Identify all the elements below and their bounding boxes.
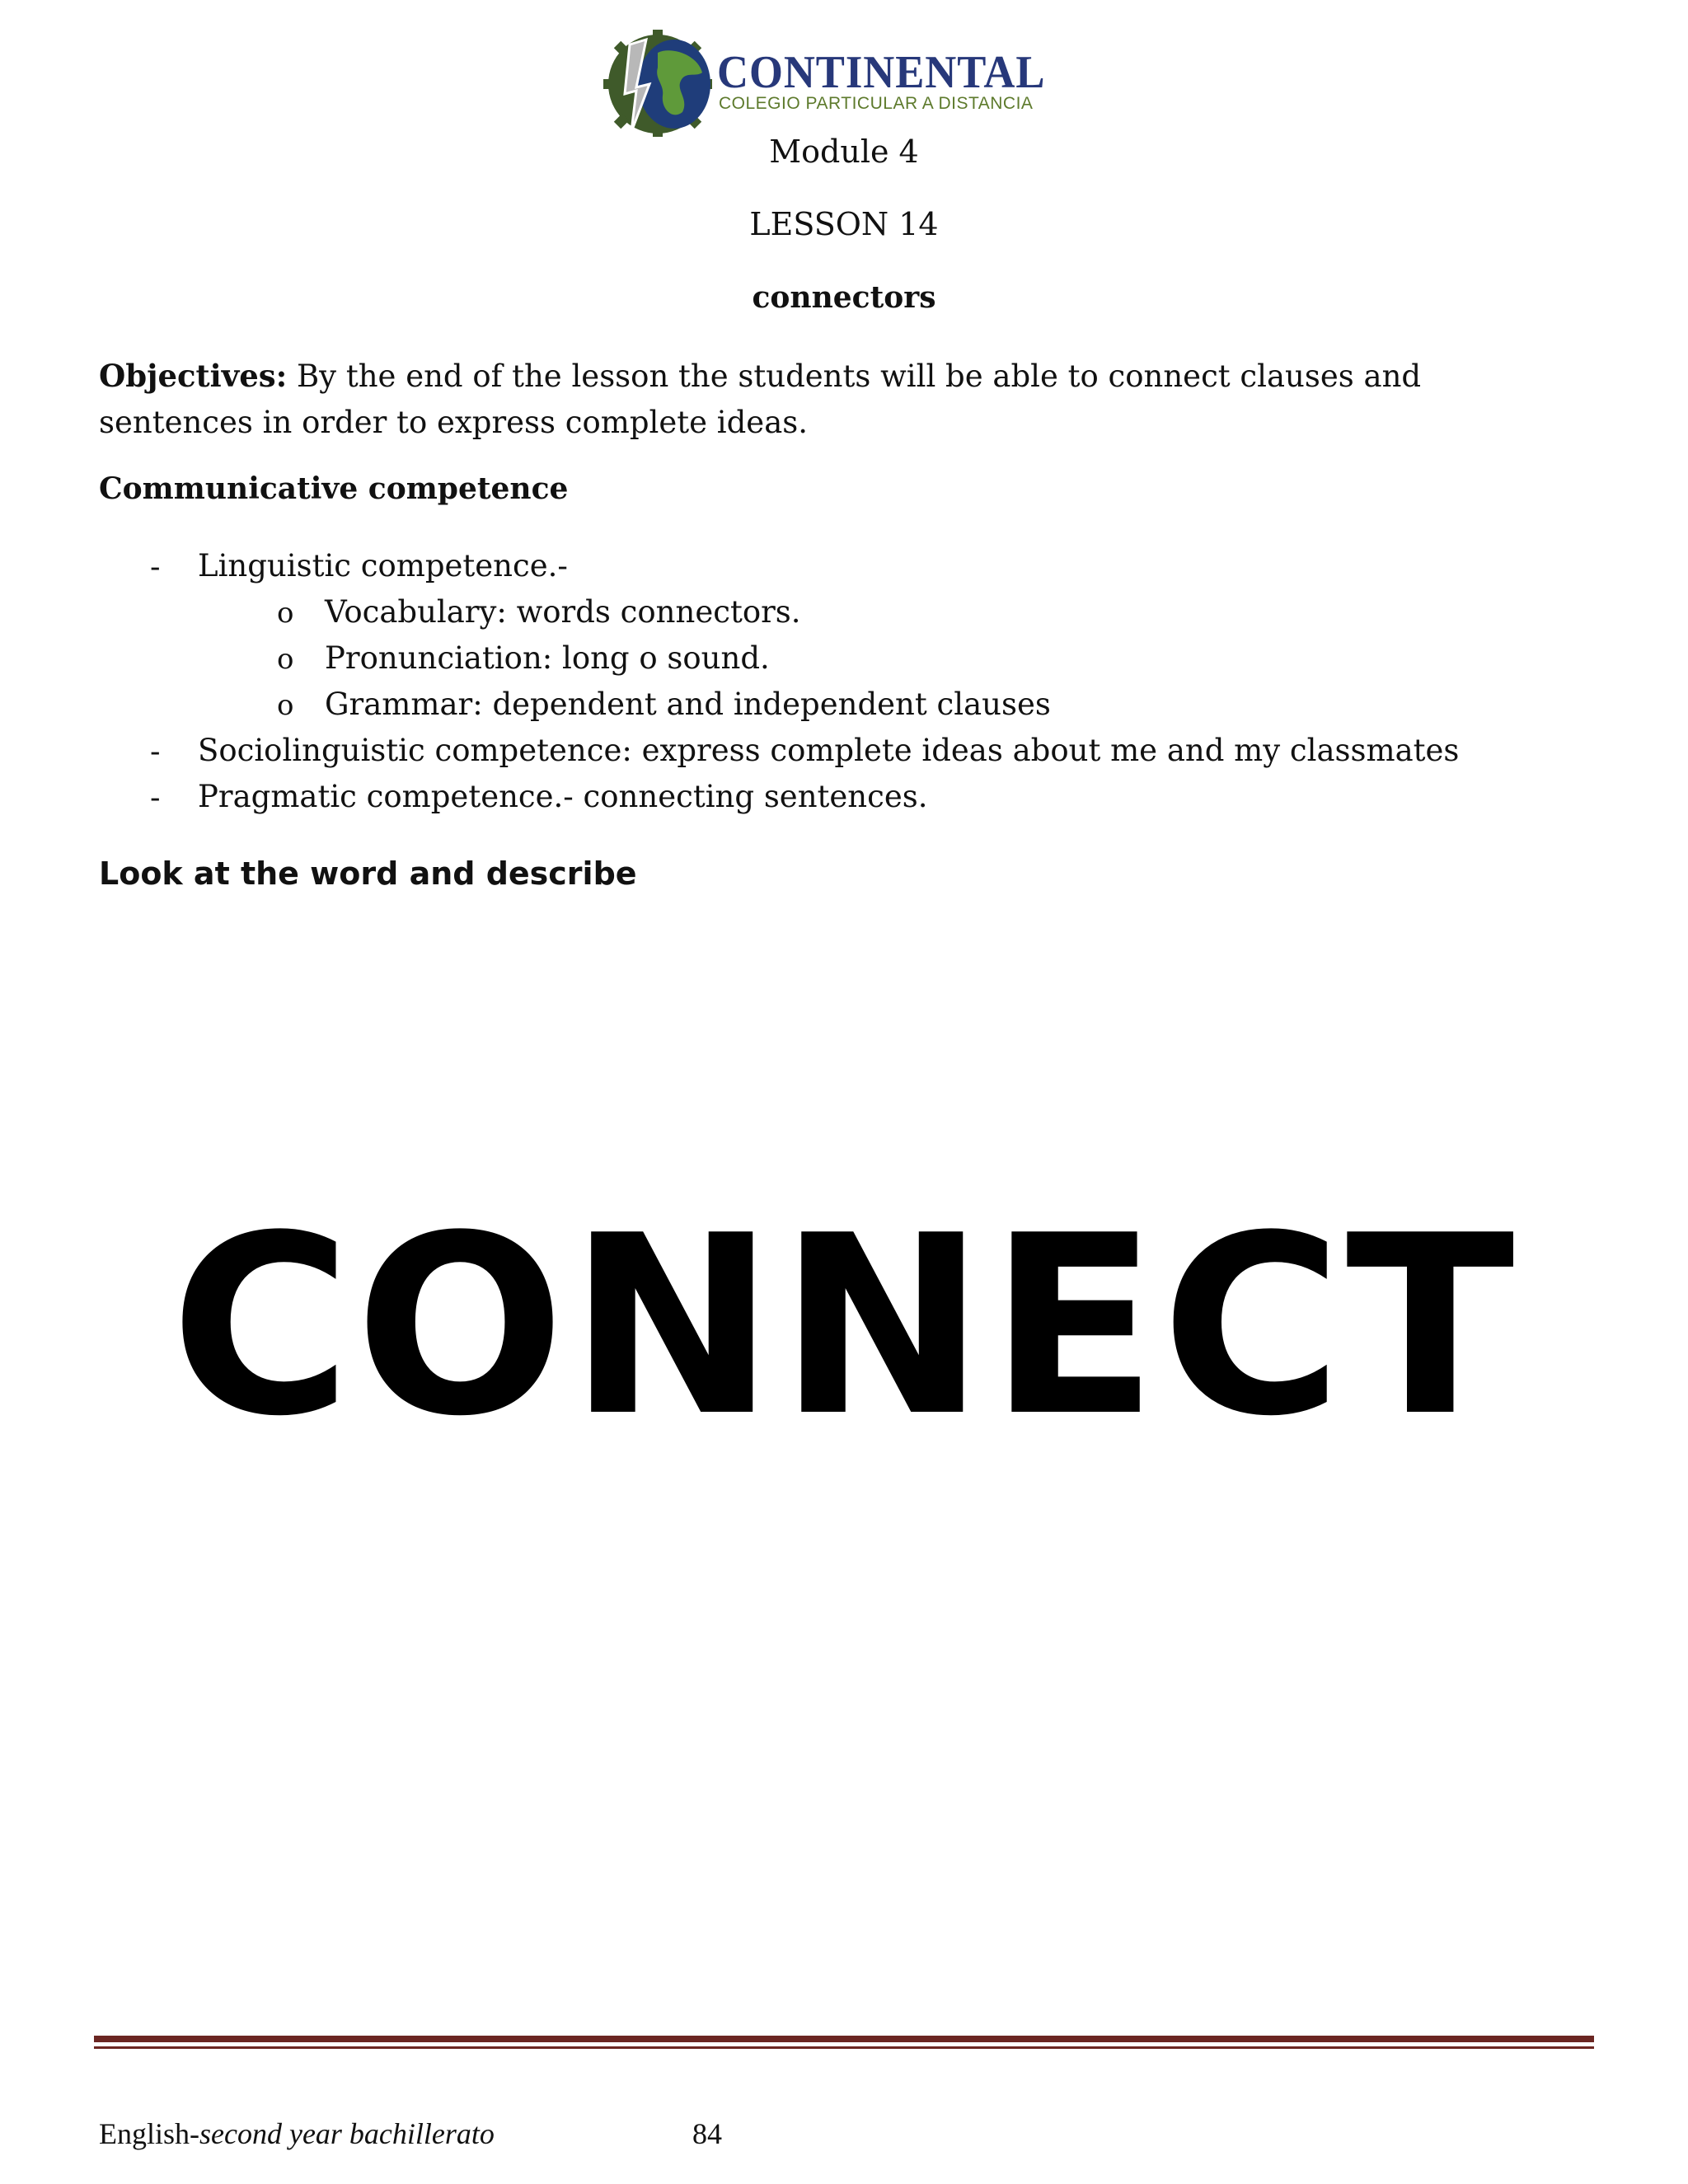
- page-number: 84: [692, 2117, 722, 2150]
- list-marker: o: [277, 689, 294, 722]
- lesson-title: LESSON 14: [749, 206, 939, 242]
- objectives-label: Objectives:: [99, 358, 288, 394]
- objectives-text: By the end of the lesson the students will be able to connect clauses and sentences in order to express complete ideas.: [99, 359, 1422, 440]
- footer-course-name: second year bachillerato: [199, 2117, 495, 2150]
- footer-rule: [94, 2036, 1594, 2042]
- list-item: Vocabulary: words connectors.: [325, 594, 801, 630]
- activity-word: CONNECT: [170, 1183, 1518, 1470]
- list-marker: o: [277, 643, 294, 676]
- topic-title: connectors: [752, 280, 936, 315]
- logo-tagline: COLEGIO PARTICULAR A DISTANCIA: [719, 94, 1034, 113]
- list-marker: o: [277, 597, 294, 630]
- list-marker: -: [150, 733, 161, 769]
- list-item: Sociolinguistic competence: express complete ideas about me and my classmates: [198, 733, 1460, 768]
- gear-globe-logo-icon: [603, 30, 712, 137]
- competence-heading: Communicative competence: [99, 471, 569, 506]
- module-title: Module 4: [769, 134, 919, 170]
- footer-course-prefix: English-: [99, 2117, 199, 2150]
- list-marker: -: [150, 780, 161, 815]
- activity-instruction: Look at the word and describe: [99, 855, 637, 892]
- objectives-paragraph: [99, 353, 1582, 446]
- list-item: Grammar: dependent and independent clauses: [325, 687, 1051, 722]
- list-item: Linguistic competence.-: [198, 548, 568, 583]
- list-item: Pragmatic competence.- connecting sentences.: [198, 779, 928, 814]
- footer-course: [99, 2116, 495, 2151]
- logo-brand: CONTINENTAL: [717, 47, 1046, 98]
- list-marker: -: [150, 549, 161, 584]
- list-item: Pronunciation: long o sound.: [325, 640, 770, 676]
- footer-rule-thin: [94, 2046, 1594, 2049]
